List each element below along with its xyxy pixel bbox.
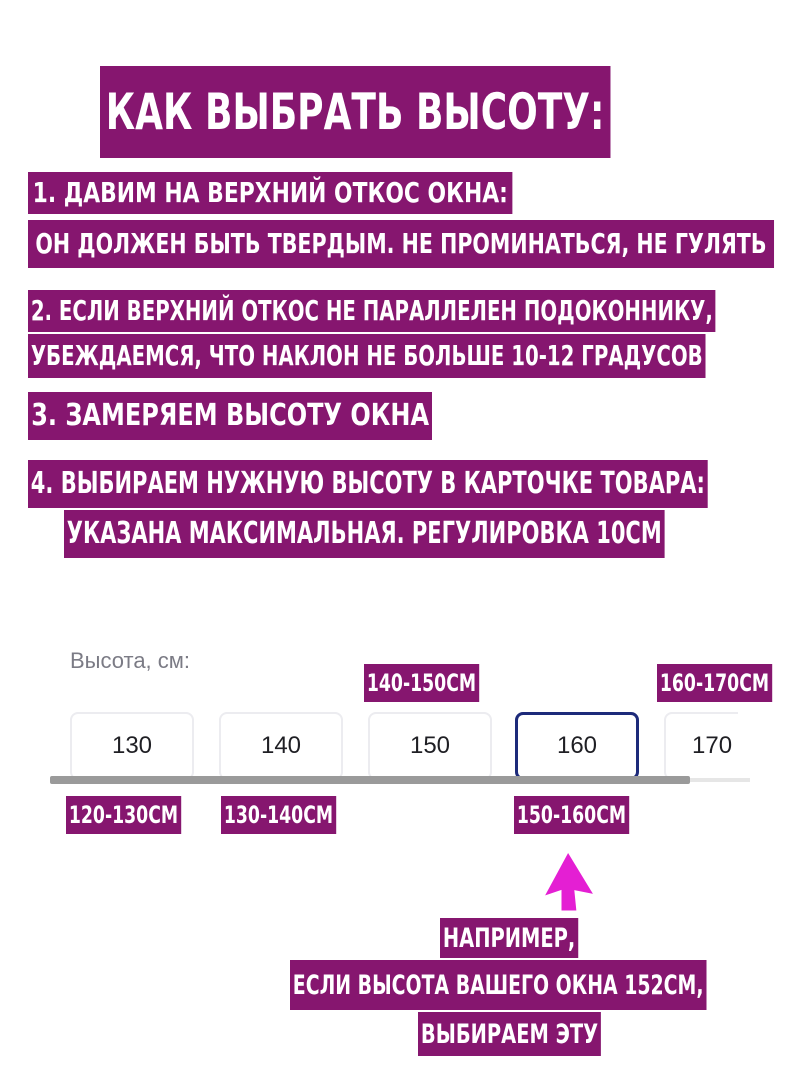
step-4-line-2: УКАЗАНА МАКСИМАЛЬНАЯ. РЕГУЛИРОВКА 10СМ bbox=[64, 510, 665, 558]
size-option-160-selected[interactable]: 160 bbox=[515, 712, 639, 780]
note-line-1: НАПРИМЕР, bbox=[440, 918, 578, 958]
range-chip-160: 150-160СМ bbox=[514, 796, 629, 834]
range-chip-130: 120-130СМ bbox=[66, 796, 181, 834]
step-2-line-1: 2. ЕСЛИ ВЕРХНИЙ ОТКОС НЕ ПАРАЛЛЕЛЕН ПОДОКОННИКУ, bbox=[28, 290, 716, 332]
size-option-150[interactable]: 150 bbox=[368, 712, 492, 780]
step-3: 3. ЗАМЕРЯЕМ ВЫСОТУ ОКНА bbox=[28, 392, 432, 440]
step-4-line-1: 4. ВЫБИРАЕМ НУЖНУЮ ВЫСОТУ В КАРТОЧКЕ ТОВАРА: bbox=[28, 460, 708, 508]
step-2-line-2: УБЕЖДАЕМСЯ, ЧТО НАКЛОН НЕ БОЛЬШЕ 10-12 ГРАДУСОВ bbox=[28, 334, 706, 378]
note-line-2: ЕСЛИ ВЫСОТА ВАШЕГО ОКНА 152СМ, bbox=[290, 960, 706, 1010]
step-1-line-2: ОН ДОЛЖЕН БЫТЬ ТВЕРДЫМ. НЕ ПРОМИНАТЬСЯ, НЕ ГУЛЯТЬ bbox=[28, 220, 774, 268]
page-title: КАК ВЫБРАТЬ ВЫСОТУ: bbox=[100, 66, 610, 158]
size-option-140[interactable]: 140 bbox=[219, 712, 343, 780]
step-1-line-1: 1. ДАВИМ НА ВЕРХНИЙ ОТКОС ОКНА: bbox=[28, 172, 513, 214]
note-line-3: ВЫБИРАЕМ ЭТУ bbox=[418, 1012, 601, 1056]
arrow-up-icon bbox=[538, 848, 598, 914]
range-chip-170: 160-170СМ bbox=[657, 664, 772, 702]
range-chip-150: 140-150СМ bbox=[364, 664, 479, 702]
size-selector-label: Высота, см: bbox=[70, 648, 191, 673]
range-chip-140: 130-140СМ bbox=[221, 796, 336, 834]
size-option-170[interactable]: 170 bbox=[664, 712, 738, 780]
size-option-130[interactable]: 130 bbox=[70, 712, 194, 780]
